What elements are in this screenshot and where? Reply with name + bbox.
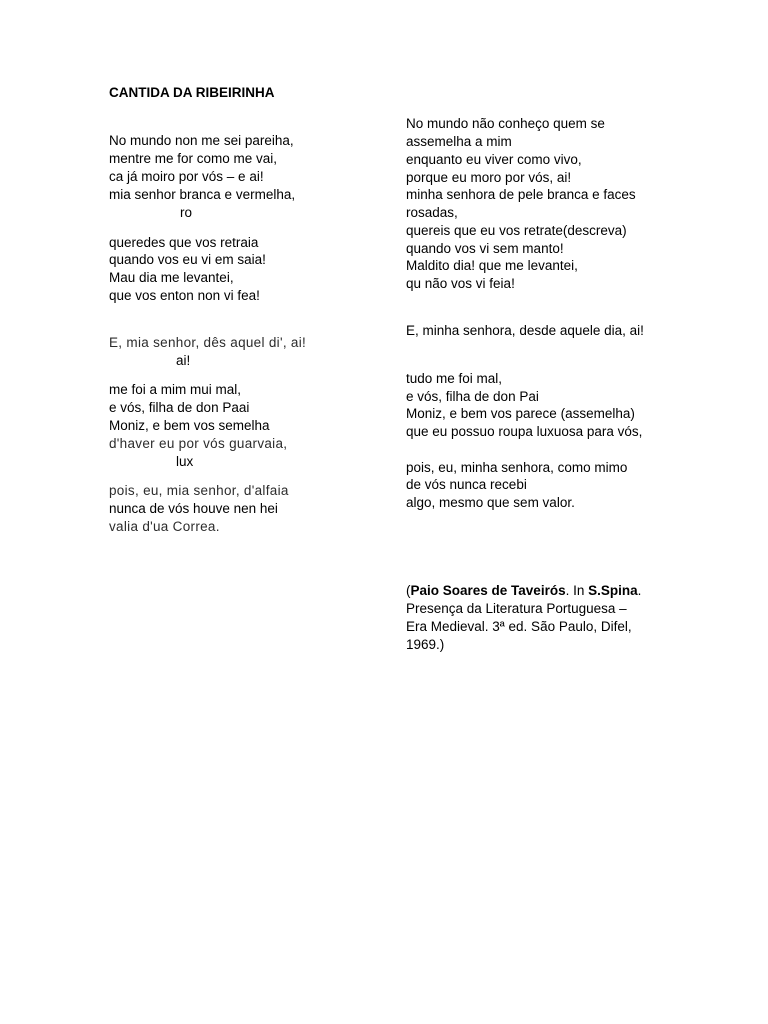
left-verse: Mau dia me levantei, [109, 270, 234, 285]
left-verse-fragment: ai! [176, 353, 191, 368]
right-verse: Maldito dia! que me levantei, [406, 258, 578, 273]
right-verse: Moniz, e bem vos parece (assemelha) [406, 406, 635, 421]
left-verse: me foi a mim mui mal, [109, 382, 242, 397]
left-verse: valia d'ua Correa. [109, 519, 220, 534]
left-verse-fragment: ro [180, 205, 193, 220]
right-verse: pois, eu, minha senhora, como mimo [406, 460, 628, 475]
right-verse: minha senhora de pele branca e faces [406, 187, 636, 202]
right-verse: No mundo não conheço quem se [406, 116, 605, 131]
citation-editor: S.Spina [588, 583, 638, 598]
left-verse: pois, eu, mia senhor, d'alfaia [109, 483, 289, 498]
left-verse: d'haver eu por vós guarvaia, [109, 436, 288, 451]
left-verse: nunca de vós houve nen hei [109, 501, 278, 516]
citation-line: Presença da Literatura Portuguesa – [406, 601, 627, 616]
right-verse: porque eu moro por vós, ai! [406, 170, 572, 185]
left-verse: quando vos eu vi em saia! [109, 252, 266, 267]
right-verse: enquanto eu viver como vivo, [406, 152, 582, 167]
left-verse: e vós, filha de don Paai [109, 400, 250, 415]
right-verse: rosadas, [406, 205, 458, 220]
right-verse: qu não vos vi feia! [406, 276, 515, 291]
right-verse: quereis que eu vos retrate(descreva) [406, 223, 627, 238]
citation-line: Era Medieval. 3ª ed. São Paulo, Difel, [406, 619, 632, 634]
left-verse: mia senhor branca e vermelha, [109, 187, 296, 202]
right-verse: e vós, filha de don Pai [406, 389, 539, 404]
right-verse: de vós nunca recebi [406, 477, 527, 492]
left-verse: ca já moiro por vós – e ai! [109, 169, 264, 184]
right-verse: tudo me foi mal, [406, 371, 503, 386]
citation-separator: . [637, 583, 642, 598]
right-verse: assemelha a mim [406, 134, 512, 149]
left-verse: No mundo non me sei pareiha, [109, 133, 294, 148]
citation-author: Paio Soares de Taveirós [410, 583, 566, 598]
citation-line: 1969.) [406, 637, 445, 652]
right-verse: quando vos vi sem manto! [406, 241, 564, 256]
left-verse: E, mia senhor, dês aquel di', ai! [109, 335, 307, 350]
right-verse: que eu possuo roupa luxuosa para vós, [406, 424, 643, 439]
citation-open-paren: ( [406, 583, 411, 598]
right-verse: E, minha senhora, desde aquele dia, ai! [406, 323, 644, 338]
left-verse: queredes que vos retraia [109, 235, 259, 250]
left-verse-fragment: lux [176, 454, 194, 469]
citation-separator: . In [565, 583, 589, 598]
poem-title: CANTIDA DA RIBEIRINHA [109, 85, 275, 100]
right-verse: algo, mesmo que sem valor. [406, 495, 575, 510]
left-verse: Moniz, e bem vos semelha [109, 418, 270, 433]
left-verse: que vos enton non vi fea! [109, 288, 260, 303]
citation-first-line [406, 582, 641, 600]
left-verse: mentre me for como me vai, [109, 151, 278, 166]
